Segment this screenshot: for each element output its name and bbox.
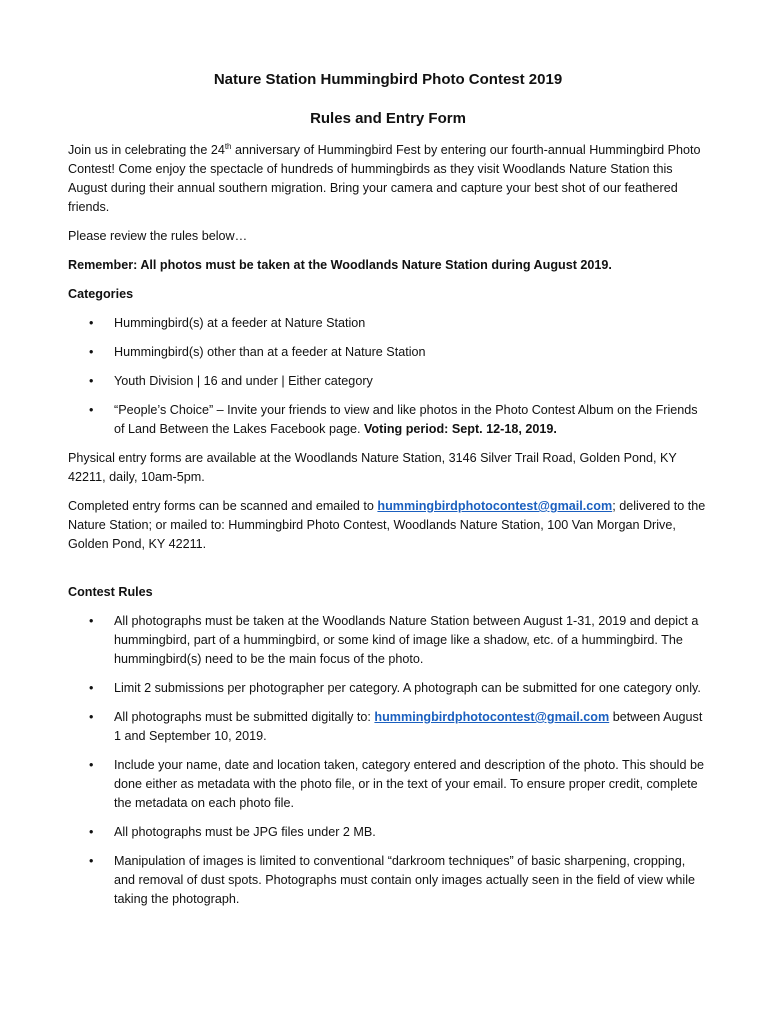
remember-notice: Remember: All photos must be taken at the Woodlands Nature Station during August 2019. bbox=[68, 258, 612, 272]
bullet-icon: • bbox=[89, 614, 94, 628]
rule-text-end: between August 1 and September 10, 2019. bbox=[114, 710, 703, 743]
review-paragraph: Please review the rules below… bbox=[68, 229, 248, 243]
intro-paragraph bbox=[68, 141, 708, 217]
completed-forms-text-end: ; delivered to the Nature Station; or mailed to: Hummingbird Photo Contest, Woodlands Nature Station, 100 Van Morgan Drive, Golden Pond, KY 42211. bbox=[68, 499, 706, 551]
submission-email-link[interactable]: hummingbirdphotocontest@gmail.com bbox=[374, 710, 610, 724]
rule-text: All photographs must be taken at the Woodlands Nature Station between August 1-31, 2019 and depict a hummingbird, part of a hummingbird, or some kind of image like a shadow, etc. of a hummingbird. The hummingbird(s) need to be the main focus of the photo. bbox=[114, 614, 699, 666]
rule-item bbox=[68, 852, 708, 909]
contest-rules-heading: Contest Rules bbox=[68, 585, 153, 599]
rule-text: Manipulation of images is limited to conventional “darkroom techniques” of basic sharpening, cropping, and removal of dust spots. Photographs must contain only images actually seen in the field of view while taking the photograph. bbox=[114, 854, 696, 906]
intro-superscript: th bbox=[224, 142, 232, 151]
rule-text: Include your name, date and location taken, category entered and description of the photo. This should be done either as metadata with the photo file, or in the text of your email. To ensure proper credit, complete the metadata on each photo file. bbox=[114, 758, 704, 810]
document-title: Nature Station Hummingbird Photo Contest 2019 bbox=[213, 71, 563, 88]
bullet-icon: • bbox=[89, 403, 94, 417]
category-text: Hummingbird(s) other than at a feeder at Nature Station bbox=[114, 345, 426, 359]
bullet-icon: • bbox=[89, 710, 94, 724]
category-item bbox=[68, 314, 708, 333]
peoples-choice-text: “People’s Choice” – Invite your friends to view and like photos in the Photo Contest Album on the Friends of Land Between the Lakes Facebook page. bbox=[114, 403, 698, 436]
bullet-icon: • bbox=[89, 825, 94, 839]
bullet-icon: • bbox=[89, 374, 94, 388]
document-content bbox=[68, 70, 708, 919]
physical-forms-paragraph: Physical entry forms are available at the Woodlands Nature Station, 3146 Silver Trail Road, Golden Pond, KY 42211, daily, 10am-5pm. bbox=[68, 451, 677, 484]
category-item bbox=[68, 343, 708, 362]
completed-forms-paragraph bbox=[68, 497, 708, 554]
bullet-icon: • bbox=[89, 758, 94, 772]
rule-item bbox=[68, 679, 708, 698]
rule-text: Limit 2 submissions per photographer per category. A photograph can be submitted for one category only. bbox=[114, 681, 701, 695]
intro-text-start: Join us in celebrating the 24 bbox=[68, 143, 225, 157]
rule-item bbox=[68, 823, 708, 842]
intro-text-end: anniversary of Hummingbird Fest by entering our fourth-annual Hummingbird Photo Contest! Come enjoy the spectacle of hundreds of hummingbirds as they visit Woodlands Nature Station this August during their annual southern migration. Bring your camera and capture your best shot of our feathered friends. bbox=[68, 143, 701, 214]
completed-forms-text-start: Completed entry forms can be scanned and emailed to bbox=[68, 499, 378, 513]
category-text: Youth Division | 16 and under | Either category bbox=[114, 374, 373, 388]
contest-email-link[interactable]: hummingbirdphotocontest@gmail.com bbox=[377, 499, 613, 513]
voting-period: Voting period: Sept. 12-18, 2019. bbox=[363, 422, 557, 436]
document-subtitle: Rules and Entry Form bbox=[310, 110, 466, 127]
categories-list bbox=[68, 314, 708, 439]
rule-item bbox=[68, 756, 708, 813]
bullet-icon: • bbox=[89, 854, 94, 868]
bullet-icon: • bbox=[89, 316, 94, 330]
category-item bbox=[68, 372, 708, 391]
section-spacer bbox=[68, 564, 708, 583]
rule-item bbox=[68, 612, 708, 669]
bullet-icon: • bbox=[89, 345, 94, 359]
rule-item bbox=[68, 708, 708, 746]
category-item-peoples-choice bbox=[68, 401, 708, 439]
rules-list bbox=[68, 612, 708, 909]
categories-heading: Categories bbox=[68, 287, 134, 301]
rule-text: All photographs must be submitted digitally to: bbox=[114, 710, 375, 724]
rule-text: All photographs must be JPG files under 2 MB. bbox=[114, 825, 376, 839]
bullet-icon: • bbox=[89, 681, 94, 695]
category-text: Hummingbird(s) at a feeder at Nature Station bbox=[114, 316, 366, 330]
